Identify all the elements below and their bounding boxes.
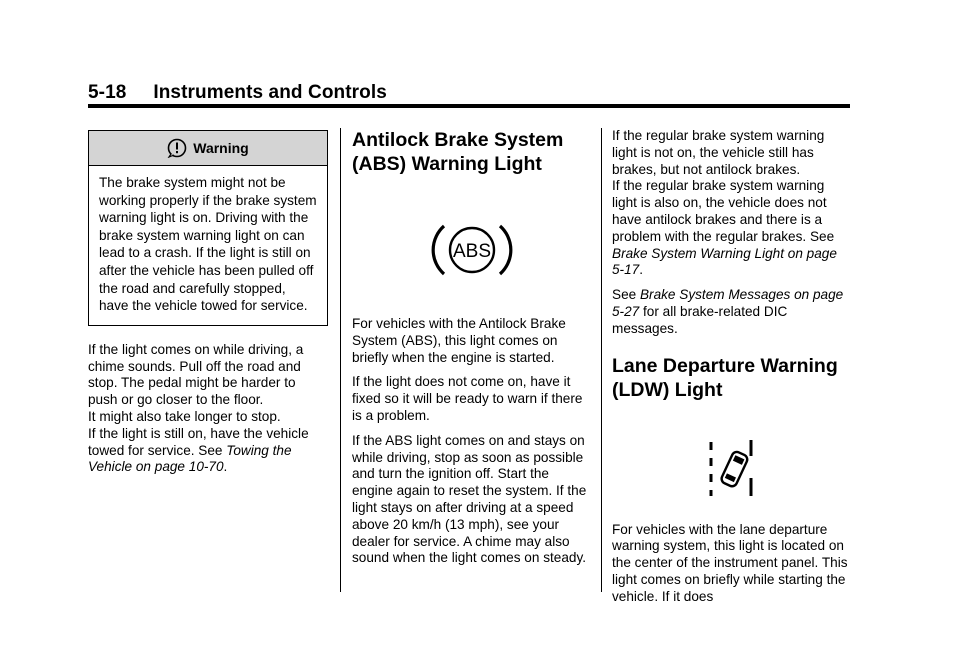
column-divider-2 bbox=[601, 128, 602, 592]
abs-heading: Antilock Brake System (ABS) Warning Light bbox=[352, 129, 564, 175]
column-2 bbox=[352, 128, 592, 575]
warning-box bbox=[88, 130, 328, 326]
col3-para2-prefix: If the regular brake system warning light is also on, the vehicle does not have antilock brakes and there is a problem with the regular brakes. See bbox=[612, 178, 835, 244]
warning-text: The brake system might not be working properly if the brake system warning light is on. Driving with the brake system warning light on can lead to a crash. If the light is still on after the vehicle has been pulled off the road and carefully stopped, have the vehicle towed for service. bbox=[99, 175, 317, 314]
col3-para3-prefix: See bbox=[612, 287, 637, 303]
ldw-paragraph-1: For vehicles with the lane departure warning system, this light is located on the center of the instrument panel. This light comes on briefly while starting the vehicle. If it does bbox=[612, 521, 848, 604]
warning-body bbox=[89, 166, 327, 325]
col3-para2-suffix: . bbox=[639, 262, 643, 278]
col1-paragraph-2: It might also take longer to stop. bbox=[88, 408, 281, 424]
column-3 bbox=[612, 128, 852, 614]
col3-paragraph-1: If the regular brake system warning light is not on, the vehicle still has brakes, but not antilock brakes. bbox=[612, 128, 825, 177]
column-1 bbox=[88, 128, 328, 476]
col1-para3-prefix: If the light is still on, have the vehicle towed for service. See bbox=[88, 425, 309, 458]
lane-departure-icon bbox=[702, 438, 762, 498]
col1-paragraph-3 bbox=[88, 426, 328, 476]
col1-paragraph-1: If the light comes on while driving, a chime sounds. Pull off the road and stop. The pedal might be harder to push or go closer to the floor. bbox=[88, 341, 304, 408]
col3-para3-suffix: for all brake-related DIC messages. bbox=[612, 303, 788, 336]
abs-warning-icon bbox=[427, 220, 517, 280]
abs-paragraph-2: If the light does not come on, have it fixed so it will be ready to warn if there is a problem. bbox=[352, 374, 583, 423]
warning-icon bbox=[167, 138, 187, 158]
col3-paragraph-2 bbox=[612, 178, 852, 279]
brake-warning-xref-link[interactable]: Brake System Warning Light on page 5-17 bbox=[612, 245, 837, 278]
col3-paragraph-3 bbox=[612, 287, 852, 337]
col1-para3-suffix: . bbox=[223, 459, 228, 475]
warning-header bbox=[89, 131, 327, 166]
header-rule bbox=[88, 104, 850, 108]
page-header: 5-18 Instruments and Controls bbox=[88, 82, 387, 103]
abs-paragraph-1: For vehicles with the Antilock Brake System (ABS), this light comes on briefly when the engine is started. bbox=[352, 316, 566, 365]
ldw-heading: Lane Departure Warning (LDW) Light bbox=[612, 354, 838, 401]
warning-label: Warning bbox=[193, 140, 249, 156]
brake-messages-xref-link[interactable]: Brake System Messages on page 5-27 bbox=[612, 287, 844, 319]
abs-icon-text: ABS bbox=[452, 241, 492, 262]
towing-xref-link[interactable]: Towing the Vehicle on page 10-70 bbox=[88, 442, 292, 475]
abs-paragraph-3: If the ABS light comes on and stays on while driving, stop as soon as possible and turn the ignition off. Start the engine again to reset the system. If the light stays on after driving at a speed above 20 km/h (13 mph), see your dealer for service. A chime may also sound when the light comes on steady. bbox=[352, 432, 587, 566]
column-divider-1 bbox=[340, 128, 341, 592]
